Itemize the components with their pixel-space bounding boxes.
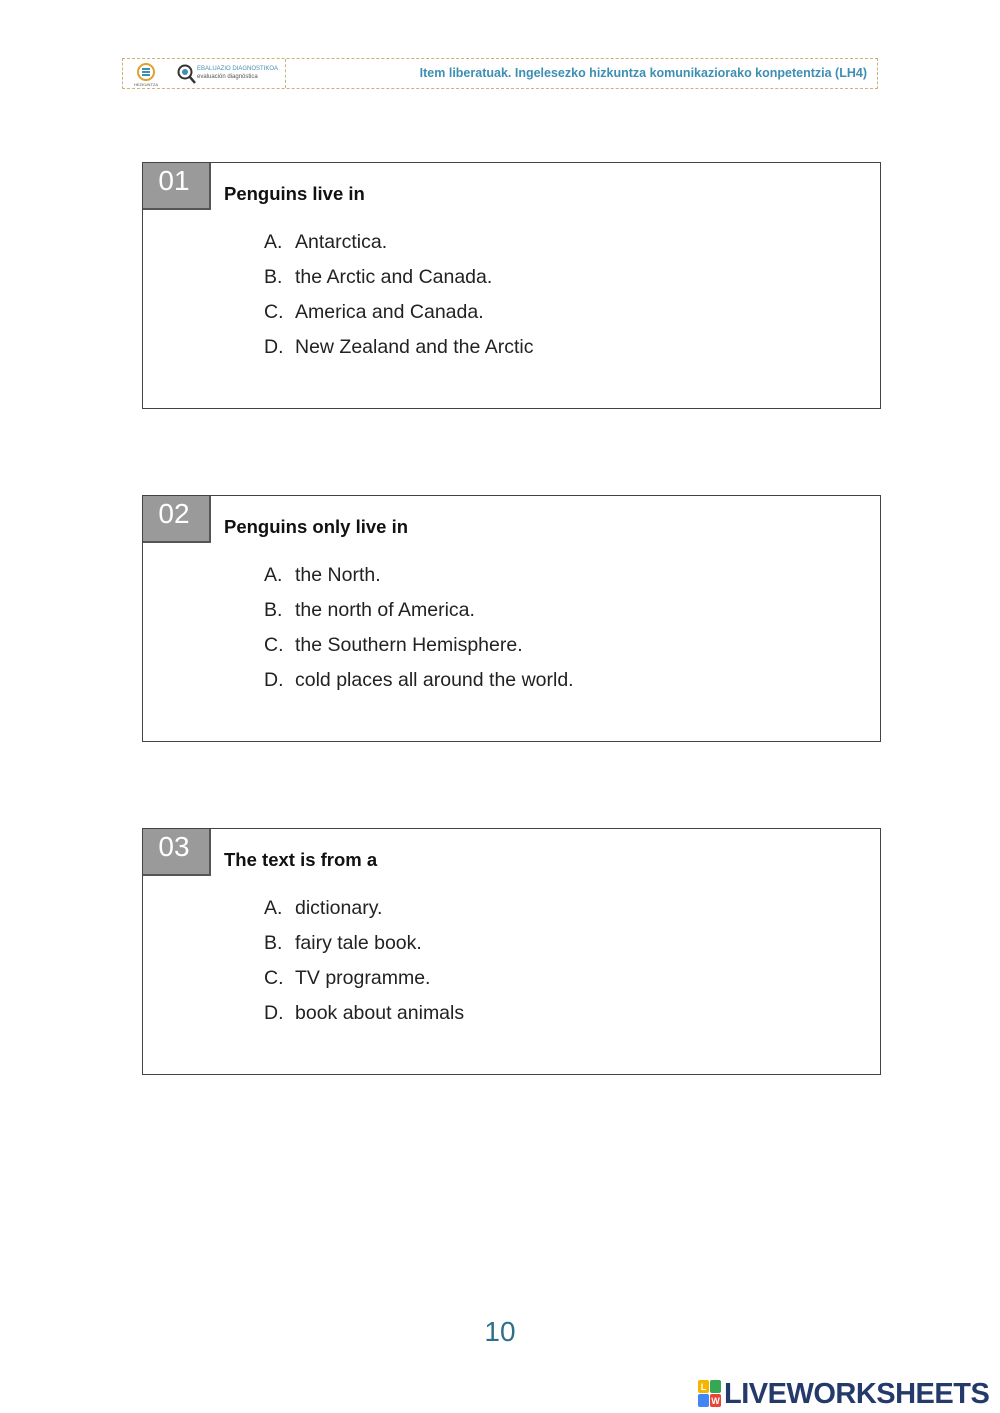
- education-logo-icon: [129, 61, 163, 87]
- option-text: TV programme.: [295, 967, 431, 989]
- header-title: Item liberatuak. Ingelesezko hizkuntza komunikaziorako konpetentzia (LH4): [419, 66, 867, 80]
- question-number: 02: [158, 498, 190, 529]
- option-letter: C.: [264, 967, 284, 989]
- option-letter: A.: [264, 897, 283, 919]
- question-box: [142, 828, 881, 1075]
- watermark-text: LIVEWORKSHEETS: [724, 1378, 990, 1410]
- option-text: book about animals: [295, 1002, 465, 1024]
- page-number: 10: [484, 1316, 516, 1347]
- option-letter: A.: [264, 564, 283, 586]
- option-text: the Arctic and Canada.: [295, 266, 493, 288]
- question-prompt: Penguins live in: [224, 183, 365, 204]
- answer-options: [264, 897, 464, 1037]
- option-letter: B.: [264, 266, 283, 288]
- question-number: 01: [158, 165, 190, 196]
- answer-option-c[interactable]: [264, 301, 533, 336]
- answer-option-b[interactable]: [264, 932, 464, 967]
- page-header: [122, 58, 878, 89]
- option-letter: C.: [264, 301, 284, 323]
- option-letter: A.: [264, 231, 283, 253]
- option-letter: C.: [264, 634, 284, 656]
- logo-text-1: EBALUAZIO DIAGNOSTIKOA: [197, 66, 279, 72]
- option-text: Antarctica.: [295, 231, 388, 253]
- option-letter: D.: [264, 669, 284, 691]
- liveworksheets-logo-icon: [698, 1380, 722, 1408]
- question-number: 03: [158, 831, 190, 862]
- answer-options: [264, 564, 574, 704]
- option-text: the North.: [295, 564, 381, 586]
- option-text: dictionary.: [295, 897, 383, 919]
- question-prompt: The text is from a: [224, 849, 378, 870]
- svg-text:L: L: [700, 1382, 707, 1392]
- option-letter: D.: [264, 1002, 284, 1024]
- option-letter: D.: [264, 336, 284, 358]
- magnifier-icon: [177, 64, 197, 86]
- answer-option-c[interactable]: [264, 967, 464, 1002]
- svg-text:W: W: [711, 1396, 720, 1406]
- answer-option-d[interactable]: [264, 336, 533, 371]
- option-text: New Zealand and the Arctic: [295, 336, 534, 358]
- answer-option-c[interactable]: [264, 634, 574, 669]
- option-text: the Southern Hemisphere.: [295, 634, 523, 656]
- option-text: cold places all around the world.: [295, 669, 574, 691]
- diagnostic-evaluation-logo: [177, 62, 279, 86]
- question-number-box: [143, 496, 211, 543]
- option-text: the north of America.: [295, 599, 475, 621]
- answer-option-a[interactable]: [264, 231, 533, 266]
- question-number-box: [143, 163, 211, 210]
- svg-text:HEZKUNTZA: HEZKUNTZA: [134, 82, 158, 87]
- option-letter: B.: [264, 599, 283, 621]
- question-box: [142, 495, 881, 742]
- answer-option-a[interactable]: [264, 564, 574, 599]
- answer-option-a[interactable]: [264, 897, 464, 932]
- answer-option-d[interactable]: [264, 1002, 464, 1037]
- option-text: America and Canada.: [295, 301, 484, 323]
- answer-option-d[interactable]: [264, 669, 574, 704]
- liveworksheets-watermark[interactable]: [698, 1377, 994, 1411]
- answer-options: [264, 231, 533, 371]
- logo-text-2: evaluación diagnóstica: [197, 74, 258, 80]
- question-prompt: Penguins only live in: [224, 516, 409, 537]
- header-divider: [285, 59, 286, 88]
- question-number-box: [143, 829, 211, 876]
- option-letter: B.: [264, 932, 283, 954]
- option-text: fairy tale book.: [295, 932, 422, 954]
- answer-option-b[interactable]: [264, 599, 574, 634]
- question-box: [142, 162, 881, 409]
- answer-option-b[interactable]: [264, 266, 533, 301]
